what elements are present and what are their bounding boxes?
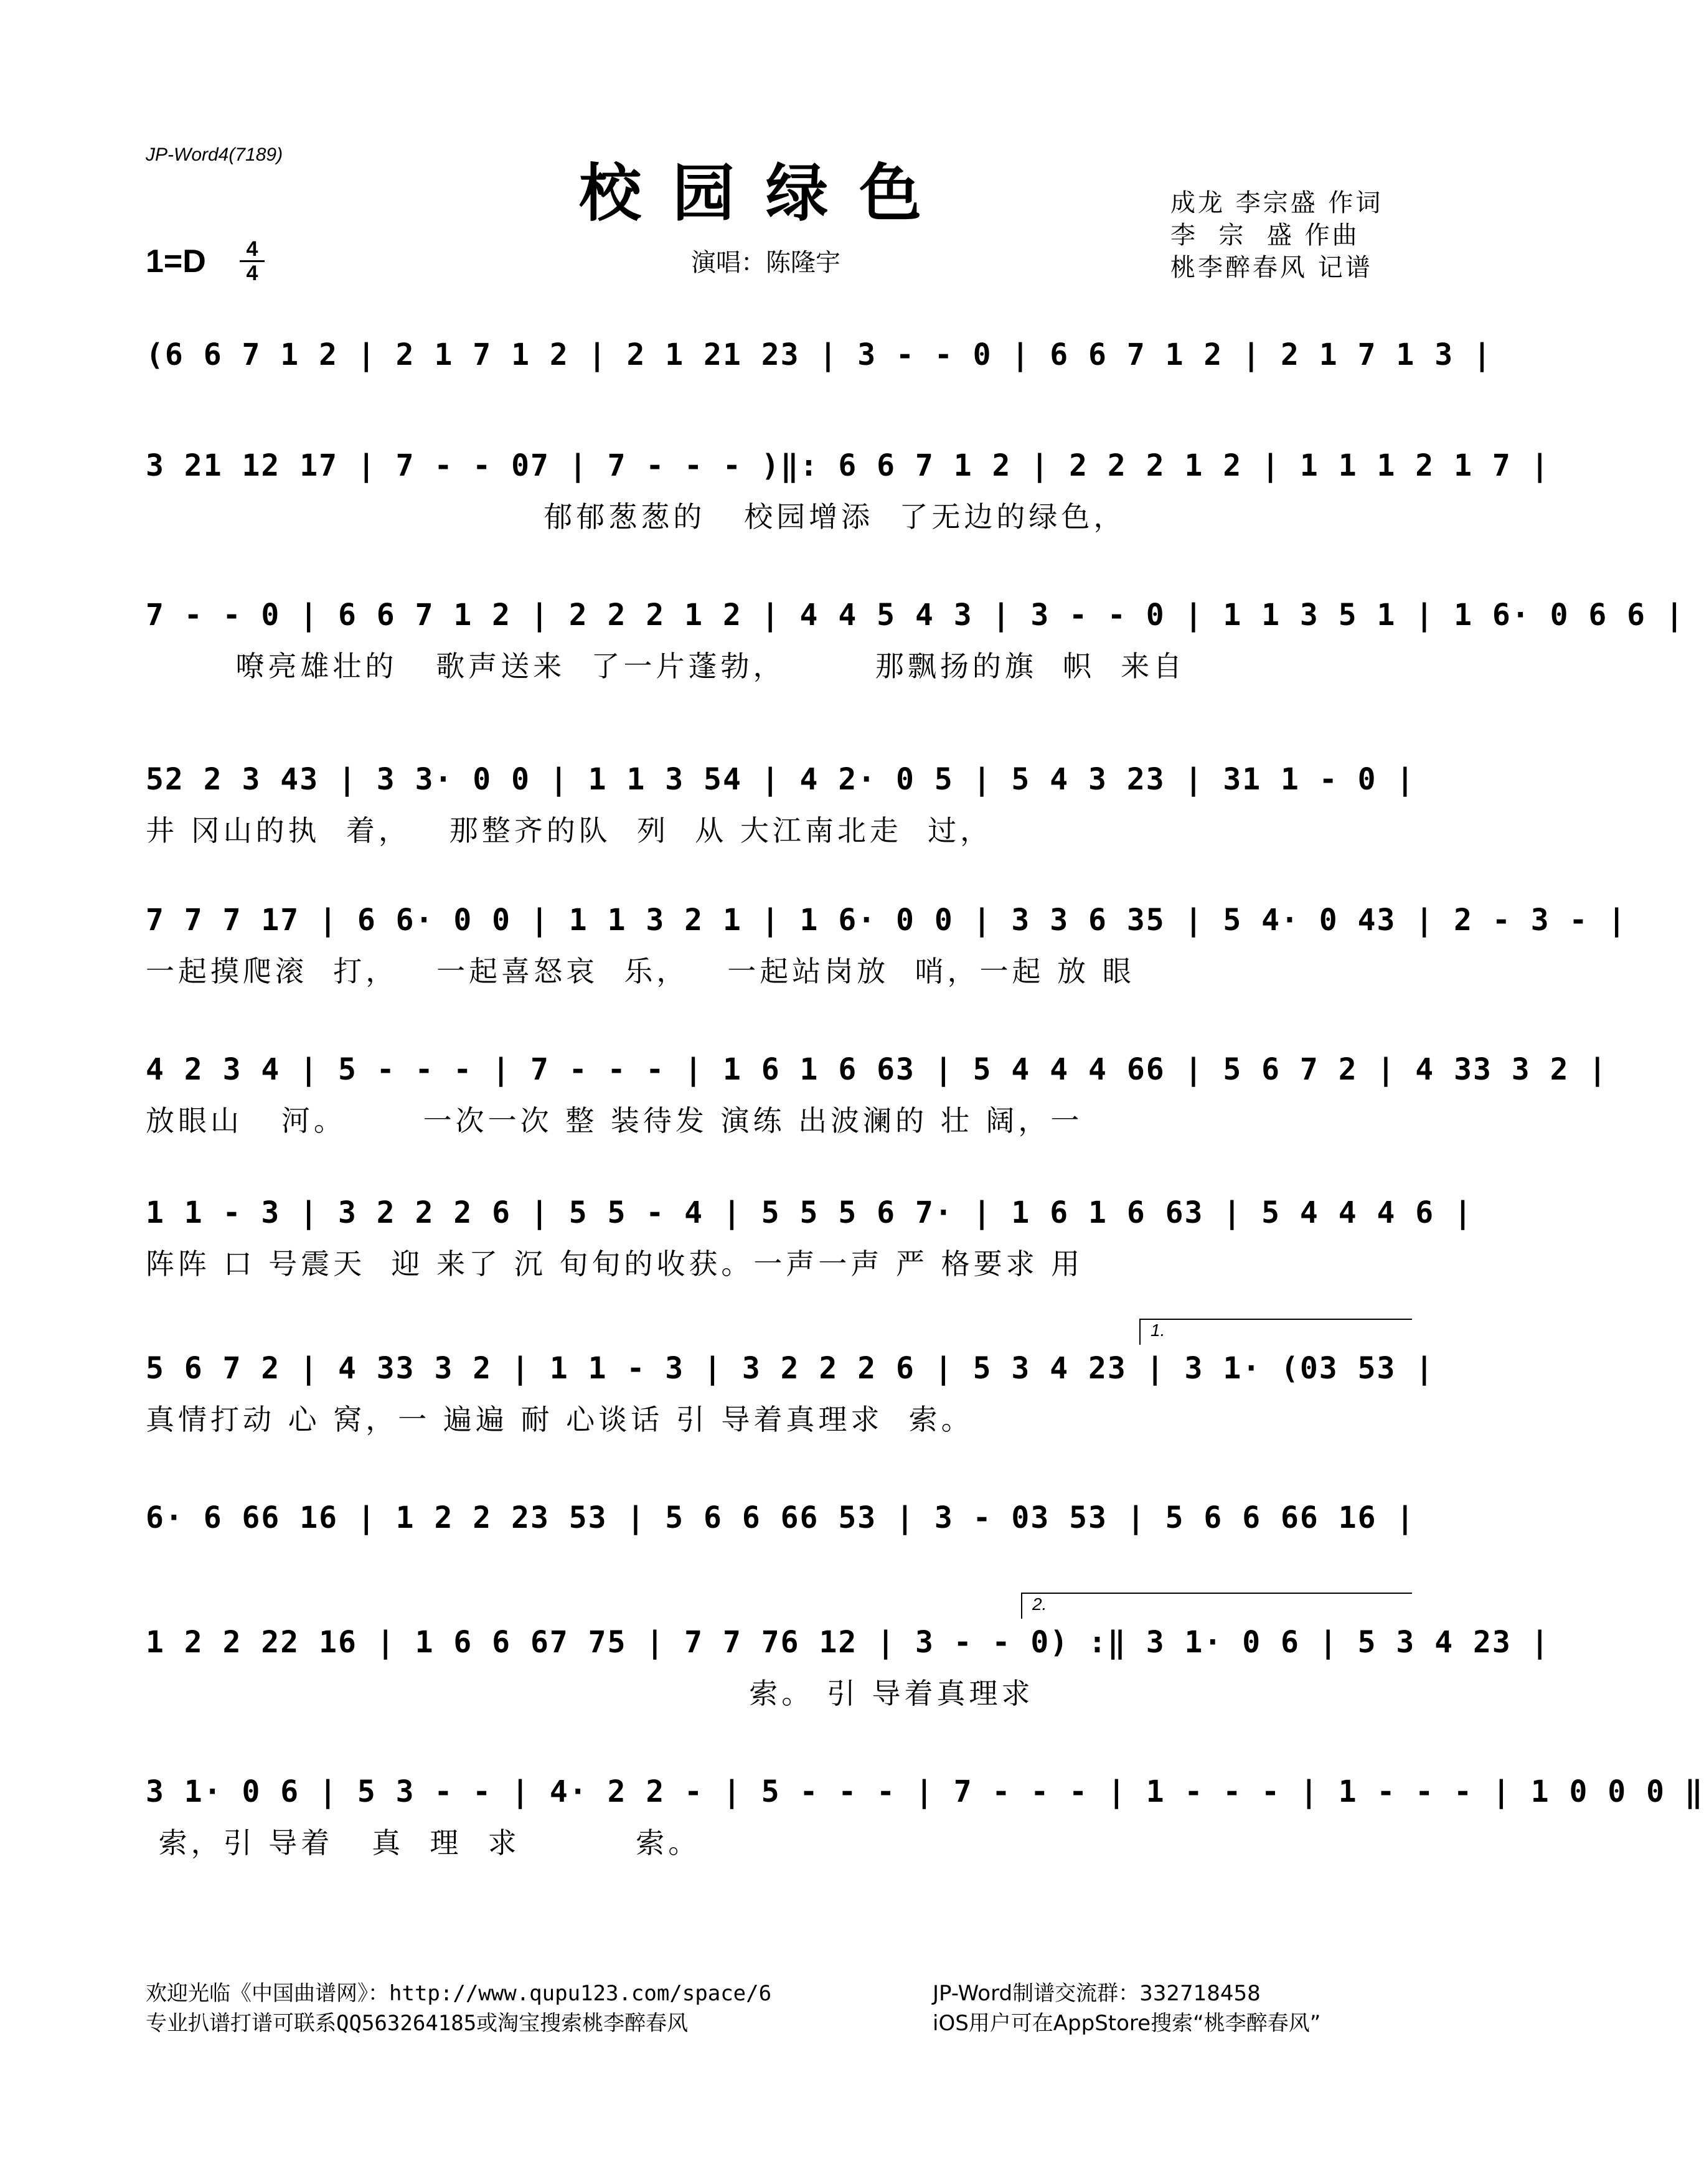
lyrics-line: 嘹亮雄壮的 歌声送来 了一片蓬勃， 那飘扬的旗 帜 来自 (146, 649, 1186, 683)
performer: 演唱：陈隆宇 (691, 248, 840, 277)
credit-transcriber: 桃李醉春风 记谱 (1170, 253, 1373, 282)
score-system-9 (146, 1499, 1416, 1588)
lyrics-line (146, 1550, 1410, 1588)
score-system-1 (146, 336, 1492, 425)
footer-left (146, 1979, 771, 2038)
song-title: 校园绿色 (579, 157, 953, 230)
score-system-7 (146, 1194, 1473, 1283)
lyrics-line: 索。 引 导着真理求 (146, 1677, 1034, 1710)
software-tag: JP-Word4(7189) (146, 144, 283, 165)
footer-group-note: JP-Word制谱交流群：332718458 (933, 1981, 1261, 2006)
volta-second-ending: 2. (1021, 1593, 1412, 1619)
notation-line: 7 - - 0 | 6 6 7 1 2 | 2 2 2 1 2 | 4 4 5 4 3 | 3 - - 0 | 1 1 3 5 1 | 1 6· 0 6 6 | (146, 598, 1685, 633)
lyrics-line: 井 冈山的执 着， 那整齐的队 列 从 大江南北走 过， (146, 814, 993, 847)
lyrics-line: 阵阵 口 号震天 迎 来了 沉 旬旬的收获。一声一声 严 格要求 用 (146, 1247, 1084, 1281)
lyrics-line (146, 387, 1410, 425)
lyrics-line: 一起摸爬滚 打， 一起喜怒哀 乐， 一起站岗放 哨，一起 放 眼 (146, 954, 1135, 988)
score-system-6 (146, 1051, 1608, 1139)
score-system-4 (146, 761, 1416, 849)
notation-line: 1 2 2 22 16 | 1 6 6 67 75 | 7 7 76 12 | 3 - - 0) :‖ 3 1· 0 6 | 5 3 4 23 | (146, 1625, 1550, 1660)
notation-line: (6 6 7 1 2 | 2 1 7 1 2 | 2 1 21 23 | 3 - - 0 | 6 6 7 1 2 | 2 1 7 1 3 | (146, 337, 1492, 372)
credit-lyricist: 成龙 李宗盛 作词 (1170, 189, 1383, 217)
key-signature: 1=D (146, 243, 206, 280)
score-system-3 (146, 596, 1685, 685)
time-signature (240, 238, 265, 285)
credits (1170, 187, 1383, 284)
time-signature-numerator: 4 (240, 238, 265, 262)
lyrics-line: 郁郁葱葱的 校园增添 了无边的绿色， (146, 500, 1126, 534)
lyrics-line: 索，引 导着 真 理 求 索。 (146, 1826, 701, 1860)
notation-line: 6· 6 66 16 | 1 2 2 23 53 | 5 6 6 66 53 | 3 - 03 53 | 5 6 6 66 16 | (146, 1500, 1416, 1535)
notation-line: 52 2 3 43 | 3 3· 0 0 | 1 1 3 54 | 4 2· 0 5 | 5 4 3 23 | 31 1 - 0 | (146, 762, 1416, 797)
credit-composer: 李 宗 盛 作曲 (1170, 221, 1360, 250)
notation-line: 3 1· 0 6 | 5 3 - - | 4· 2 2 - | 5 - - - | 7 - - - | 1 - - - | 1 - - - | 1 0 0 0 ‖ (146, 1774, 1704, 1809)
notation-line: 4 2 3 4 | 5 - - - | 7 - - - | 1 6 1 6 63 | 5 4 4 4 66 | 5 6 7 2 | 4 33 3 2 | (146, 1052, 1608, 1087)
score-system-5 (146, 901, 1627, 990)
footer-right (933, 1979, 1320, 2038)
lyrics-line: 真情打动 心 窝，一 遍遍 耐 心谈话 引 导着真理求 索。 (146, 1403, 974, 1436)
footer-app-note: iOS用户可在AppStore搜索“桃李醉春风” (933, 2011, 1321, 2036)
notation-line: 5 6 7 2 | 4 33 3 2 | 1 1 - 3 | 3 2 2 2 6 | 5 3 4 23 | 3 1· (03 53 | (146, 1351, 1435, 1386)
notation-line: 1 1 - 3 | 3 2 2 2 6 | 5 5 - 4 | 5 5 5 6 7· | 1 6 1 6 63 | 5 4 4 4 6 | (146, 1195, 1473, 1230)
lyrics-line: 放眼山 河。 一次一次 整 装待发 演练 出波澜的 壮 阔，一 (146, 1104, 1083, 1137)
score-system-10 (146, 1624, 1550, 1712)
footer-contact-note: 专业扒谱打谱可联系QQ563264185或淘宝搜索桃李醉春风 (146, 2011, 689, 2036)
volta-first-ending: 1. (1139, 1319, 1412, 1345)
time-signature-denominator: 4 (246, 261, 258, 285)
score-system-2 (146, 447, 1550, 535)
score-system-8 (146, 1350, 1435, 1438)
footer-website-note: 欢迎光临《中国曲谱网》：http://www.qupu123.com/space/6 (146, 1981, 772, 2006)
notation-line: 7 7 7 17 | 6 6· 0 0 | 1 1 3 2 1 | 1 6· 0 0 | 3 3 6 35 | 5 4· 0 43 | 2 - 3 - | (146, 903, 1627, 938)
notation-line: 3 21 12 17 | 7 - - 07 | 7 - - - )‖: 6 6 7 1 2 | 2 2 2 1 2 | 1 1 1 2 1 7 | (146, 448, 1550, 483)
score-system-11 (146, 1773, 1704, 1862)
